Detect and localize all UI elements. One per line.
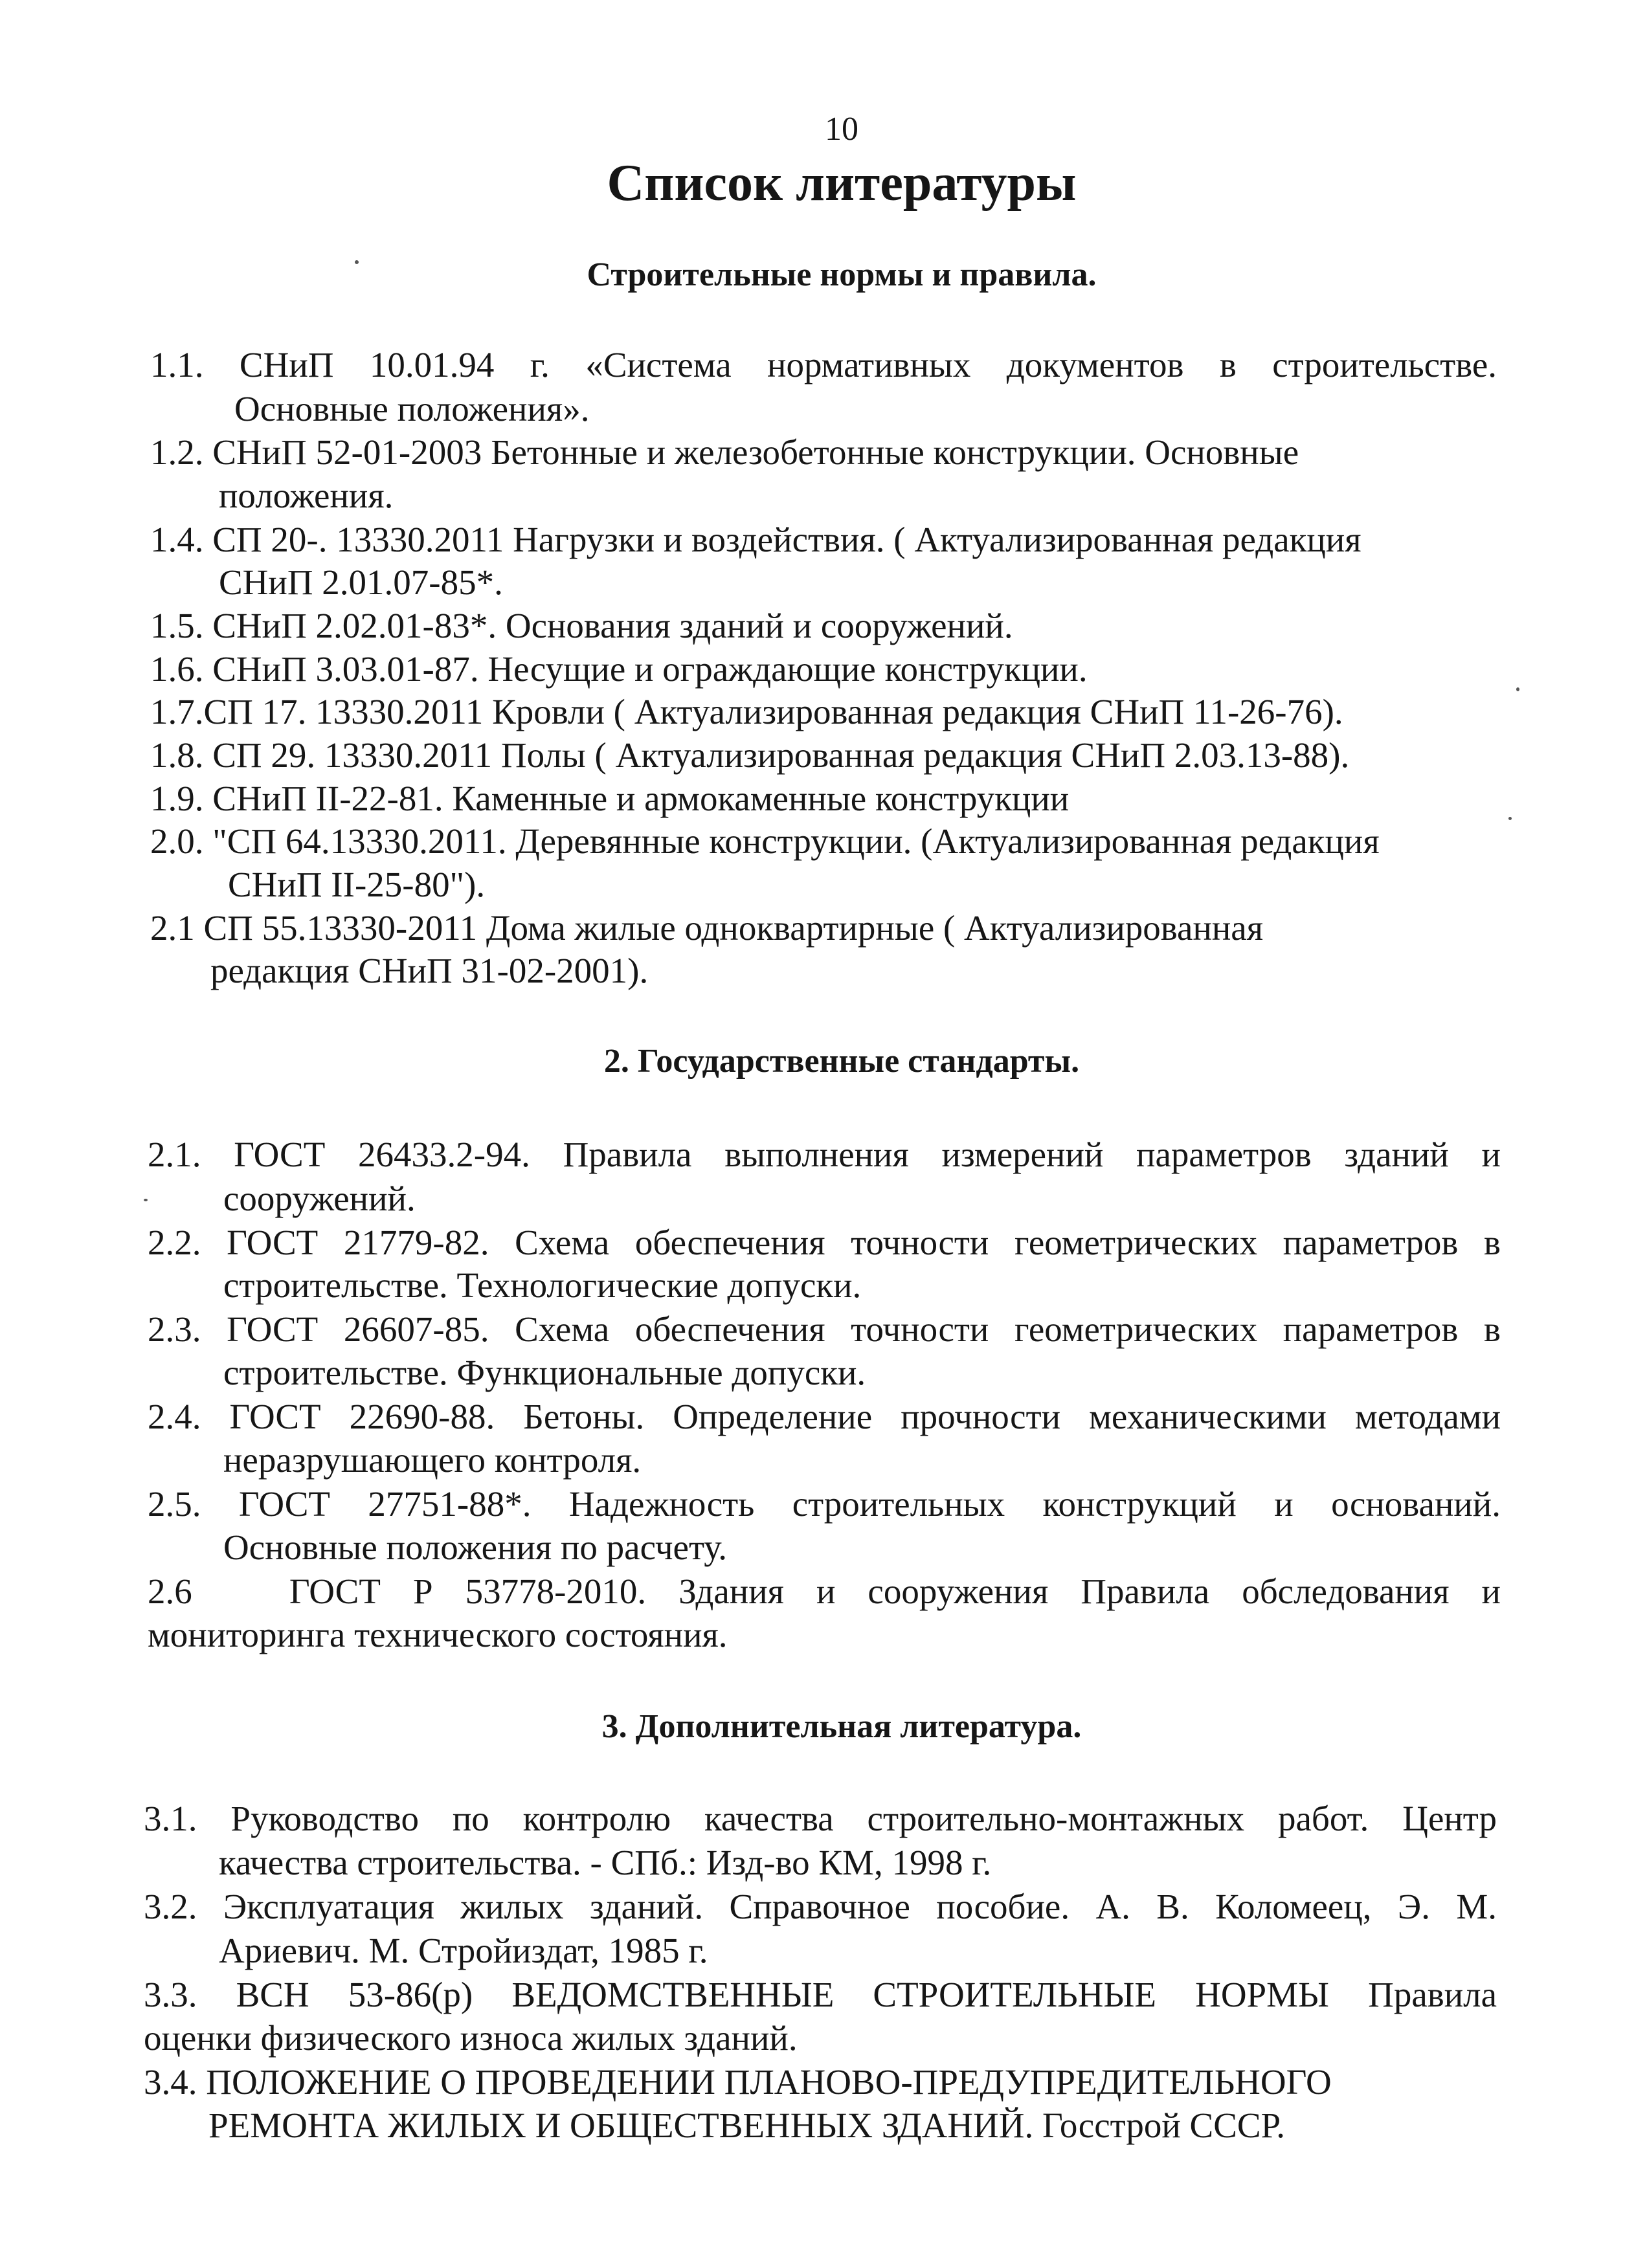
item-number: 1.7. [150, 692, 204, 731]
item-number: 2.2. [148, 1223, 201, 1262]
list-item: 3.3. ВСН 53-86(р) ВЕДОМСТВЕННЫЕ СТРОИТЕЛЬНЫЕ НОРМЫ Правила [144, 1975, 1497, 2014]
item-text: СП 29. 13330.2011 Полы ( Актуализированная редакция СНиП 2.03.13-88). [212, 735, 1350, 775]
list-item-cont: Основные положения по расчету. [223, 1528, 728, 1567]
page-number: 10 [825, 111, 858, 148]
item-number: 2.5. [148, 1484, 201, 1524]
list-item [150, 733, 1349, 777]
list-item: 2.1 СП 55.13330-2011 Дома жилые одноквартирные ( Актуализированная [150, 908, 1264, 948]
list-item-cont: редакция СНиП 31-02-2001). [210, 951, 649, 990]
list-item: 2.2. ГОСТ 21779-82. Схема обеспечения точности геометрических параметров в [148, 1223, 1501, 1262]
list-item: 3.2. Эксплуатация жилых зданий. Справочное пособие. А. В. Коломеец, Э. М. [144, 1887, 1497, 1926]
list-item-cont: качества строительства. - СПб.: Изд-во КМ, 1998 г. [219, 1843, 992, 1882]
item-number: 3.4. [144, 2062, 197, 2102]
list-item: 2.4. ГОСТ 22690-88. Бетоны. Определение прочности механическими методами [148, 1397, 1501, 1436]
item-number: 2.4. [148, 1397, 201, 1436]
list-item: 2.6 ГОСТ Р 53778-2010. Здания и сооружения Правила обследования и [148, 1572, 1501, 1611]
item-number: 2.3. [148, 1309, 201, 1349]
list-item-cont: строительстве. Функциональные допуски. [223, 1353, 866, 1392]
item-number: 1.5. [150, 606, 204, 645]
item-number: 2.0. [150, 821, 204, 861]
item-text: СП 17. 13330.2011 Кровли ( Актуализированная редакция СНиП 11-26-76). [203, 692, 1343, 731]
list-item [150, 647, 1088, 691]
list-item-cont: СНиП II-25-80"). [228, 865, 486, 904]
document-title: Список литературы [607, 155, 1077, 212]
list-item: 1.4. СП 20-. 13330.2011 Нагрузки и воздействия. ( Актуализированная редакция [150, 520, 1361, 559]
scan-speck [1516, 687, 1519, 691]
list-item-cont: положения. [219, 476, 394, 515]
list-item: 3.1. Руководство по контролю качества строительно-монтажных работ. Центр [144, 1799, 1497, 1838]
list-item-cont: неразрушающего контроля. [223, 1440, 642, 1480]
list-item: 2.5. ГОСТ 27751-88*. Надежность строительных конструкций и оснований. [148, 1484, 1501, 1524]
list-item [150, 690, 1343, 734]
item-number: 1.6. [150, 649, 204, 689]
list-item: 2.3. ГОСТ 26607-85. Схема обеспечения точности геометрических параметров в [148, 1309, 1501, 1349]
list-item [150, 604, 1013, 648]
item-number: 1.9. [150, 779, 204, 818]
scan-speck [1508, 817, 1512, 820]
list-item-cont: Основные положения». [234, 389, 590, 428]
item-number: 1.1. [150, 345, 204, 384]
scan-speck [355, 260, 359, 264]
item-text: СНиП 2.02.01-83*. Основания зданий и сооружений. [212, 606, 1013, 645]
list-item: 3.4. ПОЛОЖЕНИЕ О ПРОВЕДЕНИИ ПЛАНОВО-ПРЕДУПРЕДИТЕЛЬНОГО [144, 2062, 1332, 2102]
item-number: 1.4. [150, 520, 204, 559]
list-item: 1.2. СНиП 52-01-2003 Бетонные и железобетонные конструкции. Основные [150, 432, 1299, 472]
item-number: 3.2. [144, 1887, 197, 1926]
list-item [150, 777, 1069, 821]
item-number: 3.1. [144, 1799, 197, 1838]
item-number: 2.1. [148, 1135, 201, 1174]
item-number: 1.2. [150, 432, 204, 472]
item-text: СНиП II-22-81. Каменные и армокаменные конструкции [212, 779, 1070, 818]
list-item-cont: мониторинга технического состояния. [148, 1615, 728, 1654]
scan-speck [144, 1199, 148, 1201]
item-number: 1.8. [150, 735, 204, 775]
item-number: 2.6 [148, 1572, 192, 1611]
list-item: 2.0. "СП 64.13330.2011. Деревянные конструкции. (Актуализированная редакция [150, 821, 1380, 861]
list-item: 2.1. ГОСТ 26433.2-94. Правила выполнения измерений параметров зданий и [148, 1135, 1501, 1174]
list-item-cont: Ариевич. М. Стройиздат, 1985 г. [219, 1931, 708, 1970]
list-item-cont: строительстве. Технологические допуски. [223, 1265, 862, 1305]
section-heading-snip: Строительные нормы и правила. [587, 256, 1097, 293]
section-heading-gost: 2. Государственные стандарты. [603, 1043, 1080, 1080]
item-number: 2.1 [150, 908, 195, 948]
item-number: 3.3. [144, 1975, 197, 2014]
list-item-cont: сооружений. [223, 1179, 416, 1218]
list-item-cont: СНиП 2.01.07-85*. [219, 562, 503, 602]
section-heading-extra: 3. Дополнительная литература. [601, 1708, 1082, 1745]
list-item: 1.1. СНиП 10.01.94 г. «Система нормативных документов в строительстве. [150, 345, 1497, 384]
list-item-cont: РЕМОНТА ЖИЛЫХ И ОБЩЕСТВЕННЫХ ЗДАНИЙ. Госстрой СССР. [208, 2106, 1286, 2145]
item-text: СНиП 3.03.01-87. Несущие и ограждающие конструкции. [212, 649, 1088, 689]
list-item-cont: оценки физического износа жилых зданий. [144, 2018, 798, 2058]
